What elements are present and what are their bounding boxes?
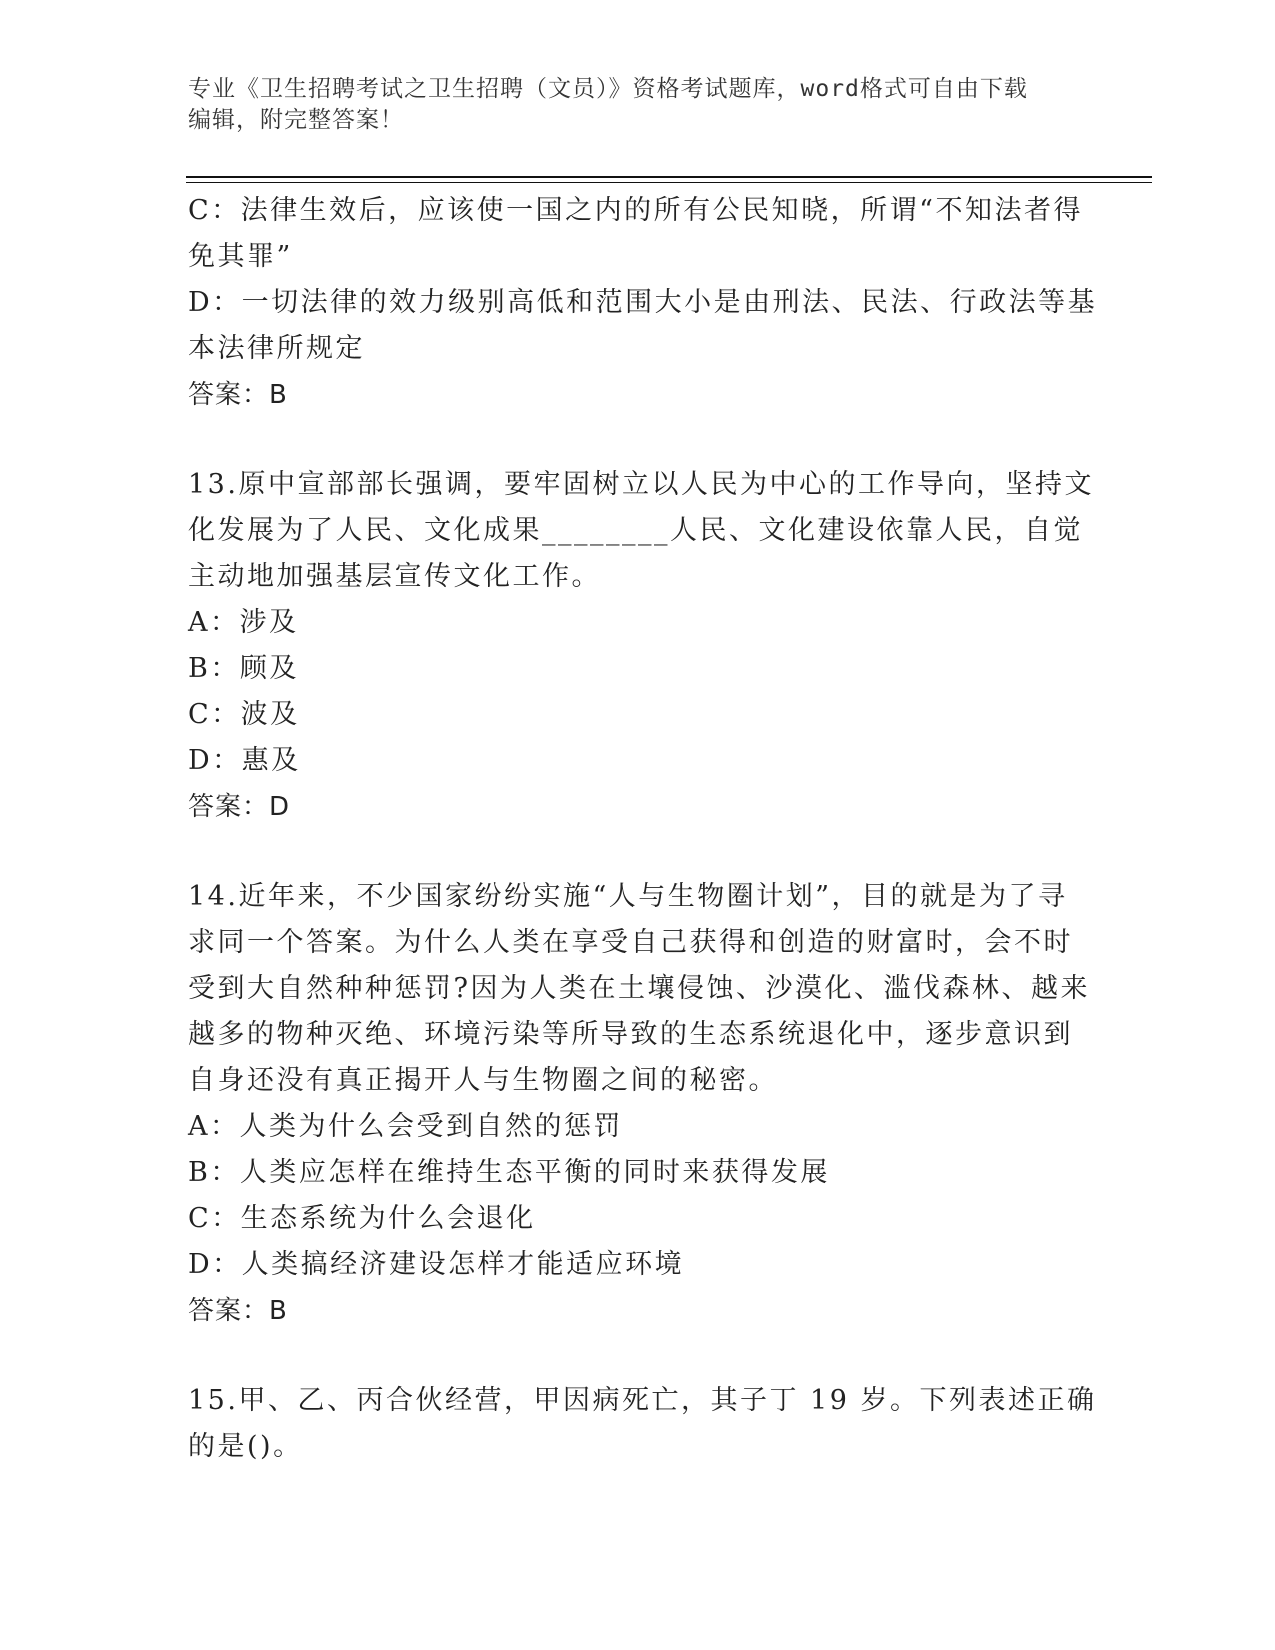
question-stem-line: 越多的物种灭绝、环境污染等所导致的生态系统退化中，逐步意识到	[188, 1019, 1073, 1050]
question-14	[188, 874, 1090, 1334]
option-b: B：人类应怎样在维持生态平衡的同时来获得发展	[188, 1157, 830, 1188]
spacer	[188, 1334, 1078, 1378]
option-c-line-1: C：法律生效后，应该使一国之内的所有公民知晓，所谓“不知法者得	[188, 195, 1083, 226]
document-content	[188, 188, 1098, 1470]
question-13	[188, 462, 1094, 830]
option-c: C：波及	[188, 699, 300, 730]
header-line-2: 编辑，附完整答案！	[188, 107, 404, 133]
option-a: A：涉及	[188, 607, 299, 638]
spacer	[188, 418, 1078, 462]
question-15	[188, 1378, 1097, 1470]
question-stem-line: 主动地加强基层宣传文化工作。	[188, 561, 601, 592]
spacer	[188, 830, 1078, 874]
option-d: D：人类搞经济建设怎样才能适应环境	[188, 1249, 685, 1280]
question-stem-line: 化发展为了人民、文化成果________人民、文化建设依靠人民，自觉	[188, 515, 1083, 546]
option-c: C：生态系统为什么会退化	[188, 1203, 536, 1234]
document-header	[188, 74, 1078, 136]
option-a: A：人类为什么会受到自然的惩罚	[188, 1111, 623, 1142]
header-rule-thick	[186, 176, 1152, 178]
option-d-line-2: 本法律所规定	[188, 333, 365, 364]
answer-line: 答案：B	[188, 1296, 288, 1326]
answer-line: 答案：D	[188, 792, 291, 822]
option-c-line-2: 免其罪”	[188, 241, 293, 272]
question-stem-line: 14.近年来，不少国家纷纷实施“人与生物圈计划”，目的就是为了寻	[188, 881, 1068, 912]
option-d-line-1: D：一切法律的效力级别高低和范围大小是由刑法、民法、行政法等基	[188, 287, 1098, 318]
option-d: D：惠及	[188, 745, 301, 776]
question-stem-line: 13.原中宣部部长强调，要牢固树立以人民为中心的工作导向，坚持文	[188, 469, 1094, 500]
question-12-tail	[188, 188, 1098, 418]
question-stem-line: 受到大自然种种惩罚?因为人类在土壤侵蚀、沙漠化、滥伐森林、越来	[188, 973, 1090, 1004]
question-stem-line: 的是()。	[188, 1431, 303, 1462]
answer-line: 答案：B	[188, 380, 288, 410]
header-rule-thin	[186, 182, 1152, 183]
option-b: B：顾及	[188, 653, 299, 684]
question-stem-line: 15.甲、乙、丙合伙经营，甲因病死亡，其子丁 19 岁。下列表述正确	[188, 1385, 1097, 1416]
question-stem-line: 自身还没有真正揭开人与生物圈之间的秘密。	[188, 1065, 778, 1096]
question-stem-line: 求同一个答案。为什么人类在享受自己获得和创造的财富时，会不时	[188, 927, 1073, 958]
header-line-1: 专业《卫生招聘考试之卫生招聘（文员）》资格考试题库，word格式可自由下载	[188, 76, 1028, 102]
